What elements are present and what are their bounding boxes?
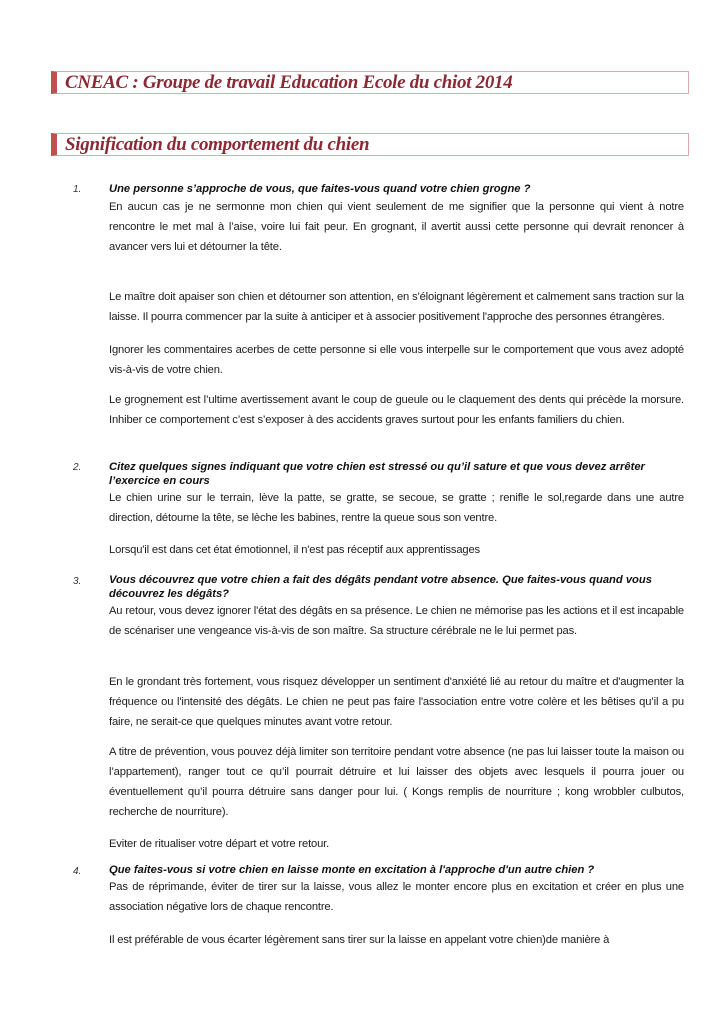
question-number: 3. — [73, 576, 82, 587]
answer-paragraph: Pas de réprimande, éviter de tirer sur la laisse, vous allez le monter encore plus en excitation et créer en plus une association négative lors de chaque rencontre. — [109, 881, 684, 913]
question-title: Vous découvrez que votre chien a fait des dégâts pendant votre absence. Que faites-vous quand vous découvrez les dégâts? — [109, 574, 652, 600]
answer-paragraph: Lorsqu'il est dans cet état émotionnel, il n'est pas réceptif aux apprentissages — [109, 544, 481, 556]
section-title: Signification du comportement du chien — [65, 134, 370, 155]
answer-paragraph: Au retour, vous devez ignorer l'état des dégâts en sa présence. Le chien ne mémorise pas les actions et il est incapable de scénariser une vengeance vis-à-vis de son maître. Sa structure cérébrale ne le lui permet pas. — [109, 605, 684, 637]
answer-paragraph: A titre de prévention, vous pouvez déjà limiter son territoire pendant votre absence (ne pas lui laisser toute la maison ou l’appartement), ranger tout ce qu’il pourrait détruire et lui laisser des objets avec lesquels il pourra jouer ou éventuellement qu’il pourra détruire sans danger pour lui. ( Kongs remplis de nourriture ; kong wrobbler culbutos, recherche de nourriture). — [109, 746, 684, 818]
document-header-box — [51, 71, 689, 94]
question-title: Citez quelques signes indiquant que votre chien est stressé ou qu’il sature et que vous devez arrêter l’exercice en cours — [109, 461, 645, 487]
question-number: 2. — [73, 462, 82, 473]
answer-paragraph: Le chien urine sur le terrain, lève la patte, se gratte, se secoue, se gratte ; renifle le sol,regarde dans une autre direction, détourne la tête, se lèche les babines, rentre la queue sous son ventre. — [109, 492, 684, 524]
question-title: Que faites-vous si votre chien en laisse monte en excitation à l'approche d'un autre chien ? — [109, 864, 595, 876]
answer-paragraph: En le grondant très fortement, vous risquez développer un sentiment d'anxiété lié au retour du maître et d'augmenter la fréquence ou l'intensité des dégâts. Le chien ne peut pas faire l'association entre votre colère et les bêtises qu’il a pu faire, ne serait-ce que quelques minutes avant votre retour. — [109, 676, 684, 728]
answer-paragraph: Il est préférable de vous écarter légèrement sans tirer sur la laisse en appelant votre chien)de manière à — [109, 934, 610, 946]
answer-paragraph: Le grognement est l’ultime avertissement avant le coup de gueule ou le claquement des dents qui précède la morsure. Inhiber ce comportement c’est s’exposer à des accidents graves surtout pour les enfants familiers du chien. — [109, 394, 684, 426]
question-title: Une personne s’approche de vous, que faites-vous quand votre chien grogne ? — [109, 183, 531, 195]
answer-paragraph: Ignorer les commentaires acerbes de cette personne si elle vous interpelle sur le comportement que vous avez adopté vis-à-vis de votre chien. — [109, 344, 684, 376]
answer-paragraph: Eviter de ritualiser votre départ et votre retour. — [109, 838, 330, 850]
question-number: 4. — [73, 866, 82, 877]
document-header-title: CNEAC : Groupe de travail Education Ecole du chiot 2014 — [65, 72, 513, 93]
question-number: 1. — [73, 184, 82, 195]
answer-paragraph: Le maître doit apaiser son chien et détourner son attention, en s'éloignant légèrement et calmement sans traction sur la laisse. Il pourra commencer par la suite à anticiper et à associer positivement l'approche des personnes étrangères. — [109, 291, 684, 323]
section-heading-box — [51, 133, 689, 156]
answer-paragraph: En aucun cas je ne sermonne mon chien qui vient seulement de me signifier que la personne qui vient à notre rencontre le met mal à l’aise, voire lui fait peur. En grognant, il avertit aussi cette personne qui devrait renoncer à avancer vers lui et détourner la tête. — [109, 201, 684, 253]
